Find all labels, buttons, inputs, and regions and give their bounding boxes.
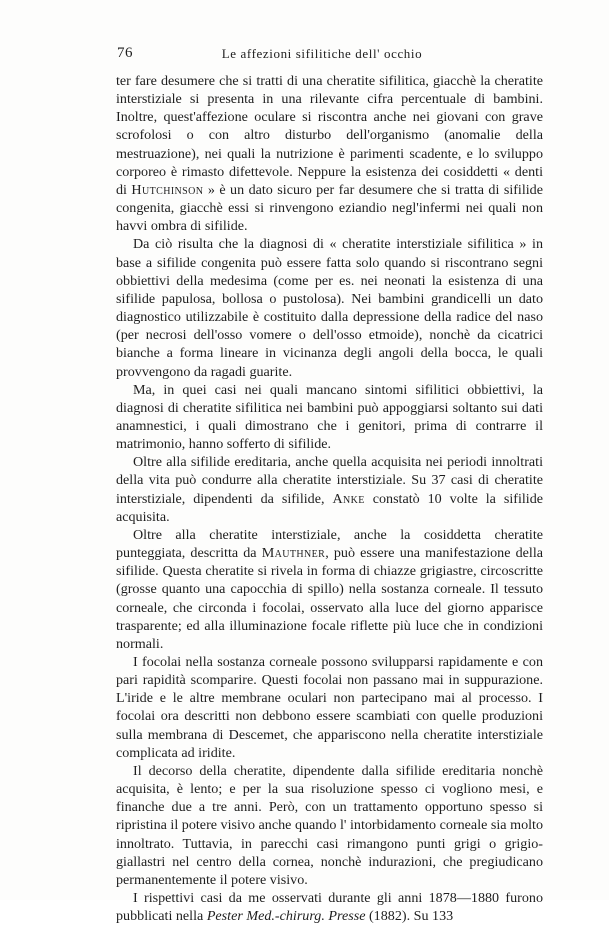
page-header — [112, 45, 532, 67]
paragraph-text: I rispettivi casi da me osservati durante gli anni 1878—1880 furono pubblicati nella — [116, 890, 543, 925]
paragraph-text: » è un dato sicuro per far desumere che si tratta di sifilide congenita, giacchè essi si rinvengono eziandio negl'infermi nei quali non havvi ombra di sifilide. — [116, 181, 543, 235]
page-number: 76 — [117, 45, 133, 61]
paragraph — [116, 453, 543, 526]
paragraph — [116, 653, 543, 762]
paragraph-text: ter fare desumere che si tratti di una cheratite sifilitica, giacchè la cheratite interstiziale si presenta in una rilevante cifra percentuale di bambini. Inoltre, quest'affezione oculare si riscontra anche nei giovani con grave scrofolosi o con altro disturbo dell'organismo (anomalie della mestruazione), nei quali la nutrizione è parimenti scadente, e lo sviluppo corporeo è rimasto difettevole. Neppure la esistenza dei cosiddetti « denti di — [116, 73, 543, 198]
paragraph — [116, 72, 543, 235]
paragraph-text: Oltre alla cheratite interstiziale, anche la cosiddetta cheratite punteggiata, descritta da — [116, 526, 543, 562]
running-title: Le affezioni sifilitiche dell' occhio — [221, 46, 423, 61]
author-name: Mauthner — [261, 545, 326, 562]
author-name: Anke — [332, 490, 365, 507]
author-name: Hutchinson — [131, 181, 204, 198]
paragraph-text: , può essere una manifestazione della sifilide. Questa cheratite si rivela in forma di chiazze grigiastre, circoscritte (grosse quanto una capocchia di spillo) nella sostanza corneale. Il tessuto corneale, che circonda i focolai, osservato alla luce del giorno apparisce trasparente; ed alla illuminazione focale riflette più luce che in condizioni normali. — [116, 545, 543, 652]
paragraph-text: Il decorso della cheratite, dipendente dalla sifilide ereditaria nonchè acquisita, è lento; e per la sua risoluzione spesso ci vogliono mesi, e finanche due a tre anni. Però, con un trattamento opportuno spesso si ripristina il potere visivo anche quando l' intorbidamento corneale sia molto innoltrato. Tuttavia, in parecchi casi rimangono punti grigi o grigio-giallastri nel centro della cornea, nonchè indurazioni, che pregiudicano permanentemente il potere visivo. — [116, 762, 543, 888]
paragraph — [116, 889, 543, 925]
paragraph — [116, 235, 543, 380]
paragraph-text: (1882). Su 133 — [365, 908, 454, 925]
paragraph — [116, 526, 543, 653]
journal-title: Pester Med.-chirurg. Presse — [206, 908, 366, 925]
paragraph-text: Oltre alla sifilide ereditaria, anche quella acquisita nei periodi innoltrati della vita può condurre alla cheratite interstiziale. Su 37 casi di cheratite interstiziale, dipendenti da sifilide, — [116, 454, 543, 507]
body-text — [116, 72, 543, 925]
paragraph-text: I focolai nella sostanza corneale possono svilupparsi rapidamente e con pari rapidità scomparire. Questi focolai non passano mai in suppurazione. L'iride e le altre membrane oculari non partecipano mai al processo. I focolai ora descritti non debbono essere scambiati con quelle produzioni sulla membrana di Descemet, che appariscono nella cheratite interstiziale complicata ad iridite. — [116, 654, 543, 761]
paragraph-text: Da ciò risulta che la diagnosi di « cheratite interstiziale sifilitica » in base a sifilide congenita può essere fatta solo quando si riscontrano segni obbiettivi della medesima (come per es. nei neonati la esistenza di una sifilide papulosa, bollosa o pustolosa). Nei bambini grandicelli un dato diagnostico utilizzabile è costituito dalla depressione della radice del naso (per necrosi dell'osso vomere o dell'osso etmoide), nonchè da cicatrici bianche a forma lineare in vicinanza degli angoli della bocca, le quali provvengono da ragadi guarite. — [116, 236, 543, 380]
paragraph-text: constatò 10 volte la sifilide acquisita. — [116, 490, 543, 525]
paragraph — [116, 381, 543, 454]
paragraph — [116, 762, 543, 889]
paragraph-text: Ma, in quei casi nei quali mancano sintomi sifilitici obbiettivi, la diagnosi di cheratite sifilitica nei bambini può appoggiarsi soltanto sui dati anamnestici, i quali dimostrano che i genitori, prima di contrarre il matrimonio, hanno sofferto di sifilide. — [116, 381, 543, 453]
